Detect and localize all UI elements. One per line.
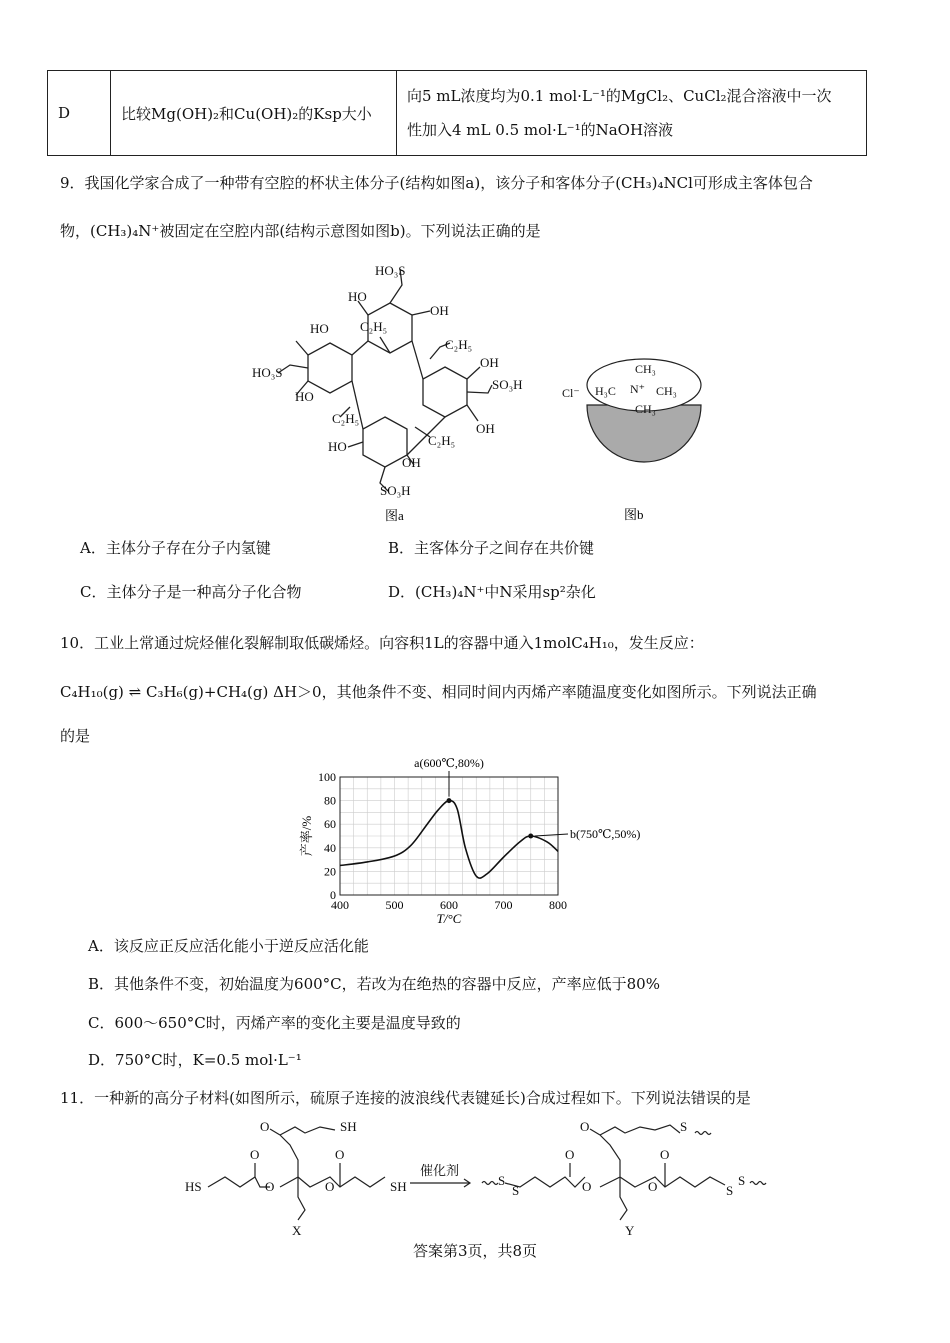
svg-text:O: O (260, 1119, 270, 1134)
figure-b-host-guest (560, 355, 720, 525)
x-left-arm (208, 1177, 270, 1187)
annotation-point (447, 798, 452, 803)
yield-temperature-chart (295, 752, 665, 932)
bottom-benzene-ring (363, 417, 407, 467)
q10-option-b: B．其他条件不变，初始温度为600°C，若改为在绝热的容器中反应，产率应低于80% (88, 975, 660, 993)
x-ethyl (298, 1177, 305, 1220)
operation-line-2: 性加入4 mL 0.5 mol·L⁻¹的NaOH溶液 (407, 121, 674, 139)
y-axis-ticks (318, 770, 336, 902)
x-axis-ticks (331, 898, 567, 912)
svg-text:O: O (648, 1179, 658, 1194)
svg-text:H₃C: H₃C (595, 384, 616, 398)
y-tick-label: 0 (330, 888, 336, 902)
purpose-cell: 比较Mg(OH)₂和Cu(OH)₂的Ksp大小 (111, 71, 397, 156)
label-ho-top-left: HO (348, 289, 367, 304)
answer-table (47, 70, 867, 156)
x-right-arm (298, 1177, 385, 1187)
y-tick-label: 40 (324, 840, 336, 855)
svg-text:SH: SH (340, 1119, 357, 1134)
y-tick-label: 100 (318, 770, 336, 784)
q10-stem-line2: C₄H₁₀(g) ⇌ C₃H₆(g)+CH₄(g) ΔH＞0，其他条件不变、相同时间内丙烯产率随温度变化如图所示。下列说法正确 (60, 683, 817, 701)
svg-text:O: O (580, 1119, 590, 1134)
label-oh-right-bottom: OH (476, 421, 495, 436)
svg-text:S: S (726, 1183, 734, 1198)
option-cell: D (48, 71, 111, 156)
label-c2h5-4: C₂H₅ (428, 433, 456, 448)
label-c2h5-2: C₂H₅ (445, 337, 473, 352)
q10-option-c: C．600～650°C时，丙烯产率的变化主要是温度导致的 (88, 1014, 461, 1032)
svg-text:O: O (582, 1179, 592, 1194)
right-benzene-ring (423, 367, 467, 417)
x-tick-label: 800 (549, 898, 567, 912)
q9-option-b: B．主客体分子之间存在共价键 (388, 539, 595, 557)
label-molecule-y: Y (625, 1223, 635, 1238)
left-benzene-ring (308, 343, 352, 393)
q9-option-c: C．主体分子是一种高分子化合物 (80, 583, 302, 601)
label-c2h5-3: C₂H₅ (332, 411, 360, 426)
x-top-arm (280, 1135, 298, 1187)
x-tick-label: 700 (494, 898, 513, 912)
y-tick-label: 60 (324, 817, 336, 832)
label-ho-left-bottom: HO (295, 389, 314, 404)
figure-a-host-molecule (240, 255, 540, 525)
svg-text:O: O (565, 1147, 575, 1162)
x-tick-label: 400 (331, 898, 349, 912)
svg-text:O: O (335, 1147, 345, 1162)
figure-a-caption: 图a (385, 508, 404, 523)
x-axis-label: T/°C (436, 911, 462, 926)
page-footer: 答案第3页，共8页 (412, 1242, 538, 1260)
label-oh-bottom: OH (402, 455, 421, 470)
svg-text:HS: HS (185, 1179, 202, 1194)
svg-text:S: S (680, 1119, 688, 1134)
y-axis-label: 产率/% (299, 815, 314, 857)
svg-text:S: S (498, 1173, 506, 1188)
q11-reaction-scheme (180, 1115, 780, 1240)
q9-option-a: A．主体分子存在分子内氢键 (80, 539, 271, 557)
q11-stem: 11．一种新的高分子材料(如图所示，硫原子连接的波浪线代表键延长)合成过程如下。下列说法错误的是 (60, 1089, 751, 1107)
svg-text:O: O (325, 1179, 335, 1194)
chart-annotations (414, 756, 640, 841)
q10-stem-line3: 的是 (60, 727, 91, 745)
svg-text:O: O (250, 1147, 260, 1162)
svg-text:SH: SH (390, 1179, 407, 1194)
annotation-label-a: a(600℃,80%) (414, 756, 484, 770)
annotation-point (528, 834, 533, 839)
svg-text:O: O (660, 1147, 670, 1162)
figure-b-caption: 图b (624, 507, 644, 522)
label-ho-left: HO (310, 321, 329, 336)
table-row (48, 71, 867, 156)
y-tick-label: 80 (324, 793, 336, 808)
label-so3h-bottom: SO₃H (380, 483, 411, 498)
chloride-ion-label: Cl⁻ (562, 386, 580, 400)
q10-option-d: D．750°C时，K=0.5 mol·L⁻¹ (88, 1051, 302, 1069)
y-tick-label: 20 (324, 864, 336, 879)
svg-text:CH₃: CH₃ (635, 402, 656, 416)
svg-text:S: S (738, 1173, 746, 1188)
label-ho-bottom: HO (328, 439, 347, 454)
label-molecule-x: X (292, 1223, 302, 1238)
label-oh-right: OH (480, 355, 499, 370)
svg-text:CH₃: CH₃ (656, 384, 677, 398)
operation-line-1: 向5 mL浓度均为0.1 mol·L⁻¹的MgCl₂、CuCl₂混合溶液中一次 (407, 87, 832, 105)
y-ethyl (620, 1177, 627, 1220)
svg-text:N⁺: N⁺ (630, 382, 645, 396)
label-ho3s-top: HO₃S (375, 263, 406, 278)
q10-option-a: A．该反应正反应活化能小于逆反应活化能 (88, 937, 369, 955)
q9-stem-line2: 物，(CH₃)₄N⁺被固定在空腔内部(结构示意图如图b)。下列说法正确的是 (60, 222, 541, 240)
svg-text:O: O (265, 1179, 275, 1194)
x-tick-label: 500 (385, 898, 404, 912)
label-ho3s-left: HO₃S (252, 365, 283, 380)
label-so3h-right: SO₃H (492, 377, 523, 392)
catalyst-label: 催化剂 (420, 1163, 460, 1178)
y-wavy-bond-top (695, 1132, 711, 1135)
annotation-label-b: b(750℃,50%) (570, 827, 641, 841)
svg-text:CH₃: CH₃ (635, 362, 656, 376)
operation-cell (397, 71, 867, 156)
x-tick-label: 600 (440, 898, 458, 912)
y-wavy-bond-left (482, 1182, 498, 1185)
label-c2h5-1: C₂H₅ (360, 319, 388, 334)
q9-stem-line1: 9．我国化学家合成了一种带有空腔的杯状主体分子(结构如图a)，该分子和客体分子(CH₃)₄NCl可形成主客体包合 (60, 174, 813, 192)
svg-text:S: S (512, 1183, 520, 1198)
q10-stem-line1: 10．工业上常通过烷烃催化裂解制取低碳烯烃。向容积1L的容器中通入1molC₄H₁₀，发生反应： (60, 634, 704, 652)
label-oh-top-right: OH (430, 303, 449, 318)
q9-option-d: D．(CH₃)₄N⁺中N采用sp²杂化 (388, 583, 596, 601)
y-wavy-bond-right (750, 1182, 766, 1185)
